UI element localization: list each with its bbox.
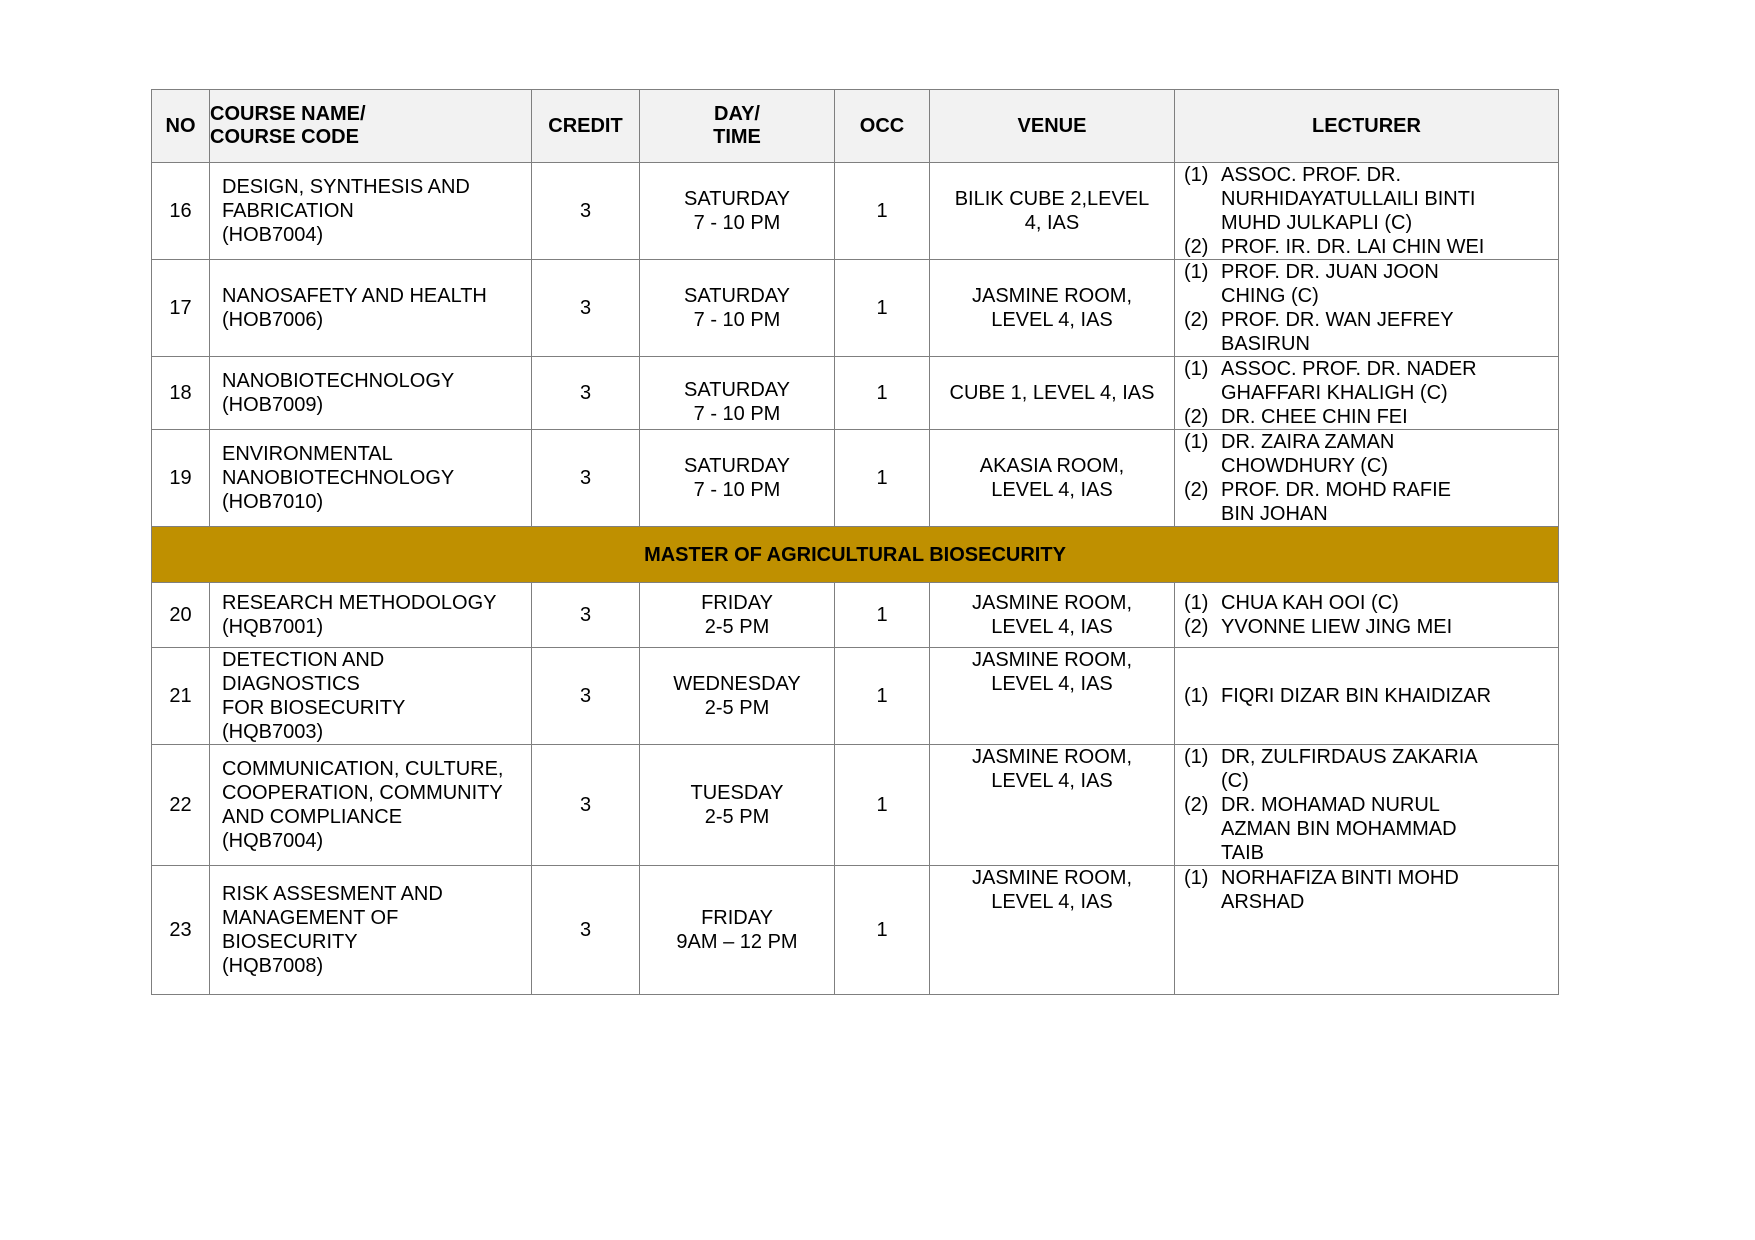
- occ-cell: 1: [835, 745, 930, 866]
- header-course-line2: COURSE CODE: [210, 126, 359, 148]
- table-row: [152, 260, 1559, 357]
- lecturer-name-line: CHING (C): [1221, 285, 1319, 307]
- day-time-cell: [640, 745, 835, 866]
- row-number: 21: [152, 648, 210, 745]
- venue-line: LEVEL 4, IAS: [991, 479, 1113, 501]
- lecturer-number: (1): [1184, 261, 1209, 283]
- lecturer-number: (2): [1184, 479, 1209, 501]
- day-time-line: 2-5 PM: [704, 806, 770, 828]
- course-line: RESEARCH METHODOLOGY: [222, 592, 497, 614]
- course-line: COMMUNICATION, CULTURE,: [222, 758, 504, 780]
- lecturer-name-line: AZMAN BIN MOHAMMAD: [1221, 818, 1457, 840]
- course-line: FABRICATION: [222, 200, 354, 222]
- day-time-line: FRIDAY: [701, 907, 773, 929]
- credit-cell: 3: [532, 163, 640, 260]
- day-time-cell: [640, 260, 835, 357]
- lecturer-cell: [1175, 866, 1559, 995]
- day-time-line: 7 - 10 PM: [693, 479, 781, 501]
- venue-cell: [930, 163, 1175, 260]
- row-number: 23: [152, 866, 210, 995]
- header-course-line1: COURSE NAME/: [210, 103, 366, 125]
- venue-cell: [930, 745, 1175, 866]
- venue-line: JASMINE ROOM,: [971, 285, 1132, 307]
- credit-cell: 3: [532, 745, 640, 866]
- venue-cell: [930, 260, 1175, 357]
- course-name-cell: [210, 648, 532, 745]
- row-number: 18: [152, 357, 210, 430]
- lecturer-name-line: ASSOC. PROF. DR.: [1221, 164, 1402, 186]
- course-line: FOR BIOSECURITY: [222, 697, 406, 719]
- day-time-line: SATURDAY: [684, 379, 790, 401]
- lecturer-name-line: FIQRI DIZAR BIN KHAIDIZAR: [1221, 685, 1492, 707]
- occ-cell: 1: [835, 357, 930, 430]
- credit-cell: 3: [532, 648, 640, 745]
- course-line: NANOBIOTECHNOLOGY: [222, 370, 455, 392]
- course-name-cell: [210, 163, 532, 260]
- header-occ: OCC: [835, 90, 930, 163]
- course-line: COOPERATION, COMMUNITY: [222, 782, 503, 804]
- day-time-line: SATURDAY: [684, 285, 790, 307]
- venue-line: LEVEL 4, IAS: [991, 891, 1113, 913]
- venue-line: BILIK CUBE 2,LEVEL: [954, 188, 1150, 210]
- credit-cell: 3: [532, 430, 640, 527]
- course-line: (HQB7004): [222, 830, 324, 852]
- day-time-cell: [640, 866, 835, 995]
- course-line: NANOBIOTECHNOLOGY: [222, 467, 455, 489]
- day-time-cell: [640, 648, 835, 745]
- lecturer-cell: [1175, 260, 1559, 357]
- lecturer-cell: [1175, 163, 1559, 260]
- day-time-line: 2-5 PM: [704, 616, 770, 638]
- course-line: (HOB7006): [222, 309, 324, 331]
- lecturer-item: [1184, 866, 1554, 914]
- lecturer-item: [1184, 745, 1554, 793]
- lecturer-item: [1184, 478, 1554, 526]
- lecturer-name-line: NORHAFIZA BINTI MOHD: [1221, 867, 1459, 889]
- course-name-cell: [210, 866, 532, 995]
- course-line: (HQB7003): [222, 721, 324, 743]
- course-name-cell: [210, 260, 532, 357]
- course-name-cell: [210, 357, 532, 430]
- course-line: (HQB7008): [222, 955, 324, 977]
- course-line: (HQB7001): [222, 616, 324, 638]
- header-credit: CREDIT: [532, 90, 640, 163]
- header-venue: VENUE: [930, 90, 1175, 163]
- venue-line: LEVEL 4, IAS: [991, 673, 1113, 695]
- day-time-line: WEDNESDAY: [673, 673, 801, 695]
- lecturer-name-line: DR. MOHAMAD NURUL: [1221, 794, 1440, 816]
- course-name-cell: [210, 583, 532, 648]
- credit-cell: 3: [532, 866, 640, 995]
- day-time-line: FRIDAY: [701, 592, 773, 614]
- course-line: ENVIRONMENTAL: [222, 443, 393, 465]
- header-day-time: [640, 90, 835, 163]
- lecturer-number: (1): [1184, 746, 1209, 768]
- course-line: DIAGNOSTICS: [222, 673, 360, 695]
- row-number: 20: [152, 583, 210, 648]
- day-time-cell: [640, 430, 835, 527]
- lecturer-item: [1184, 793, 1554, 865]
- lecturer-number: (1): [1184, 358, 1209, 380]
- lecturer-item: [1184, 591, 1554, 615]
- lecturer-number: (2): [1184, 236, 1209, 258]
- day-time-cell: [640, 357, 835, 430]
- day-time-line: SATURDAY: [684, 455, 790, 477]
- lecturer-name-line: ASSOC. PROF. DR. NADER: [1221, 358, 1477, 380]
- lecturer-name-line: MUHD JULKAPLI (C): [1221, 212, 1413, 234]
- venue-line: LEVEL 4, IAS: [991, 770, 1113, 792]
- course-line: (HOB7004): [222, 224, 324, 246]
- lecturer-cell: [1175, 583, 1559, 648]
- lecturer-name-line: CHUA KAH OOI (C): [1221, 592, 1399, 614]
- course-line: BIOSECURITY: [222, 931, 358, 953]
- row-number: 19: [152, 430, 210, 527]
- table-header-row: [152, 90, 1559, 163]
- day-time-line: TUESDAY: [690, 782, 784, 804]
- row-number: 17: [152, 260, 210, 357]
- venue-cell: [930, 866, 1175, 995]
- table-body-biosecurity: [152, 583, 1559, 995]
- venue-line: JASMINE ROOM,: [971, 867, 1132, 889]
- venue-cell: [930, 583, 1175, 648]
- lecturer-number: (2): [1184, 309, 1209, 331]
- credit-cell: 3: [532, 357, 640, 430]
- header-lecturer: LECTURER: [1175, 90, 1559, 163]
- lecturer-name-line: ARSHAD: [1221, 891, 1305, 913]
- lecturer-name-line: GHAFFARI KHALIGH (C): [1221, 382, 1448, 404]
- occ-cell: 1: [835, 866, 930, 995]
- course-line: NANOSAFETY AND HEALTH: [222, 285, 487, 307]
- venue-line: 4, IAS: [1024, 212, 1080, 234]
- table-body-nanotech: [152, 163, 1559, 527]
- day-time-line: 2-5 PM: [704, 697, 770, 719]
- day-time-cell: [640, 583, 835, 648]
- venue-line: JASMINE ROOM,: [971, 746, 1132, 768]
- table-row: [152, 357, 1559, 430]
- lecturer-number: (2): [1184, 794, 1209, 816]
- lecturer-number: (1): [1184, 867, 1209, 889]
- section-row-group: [152, 527, 1559, 583]
- lecturer-name-line: DR. CHEE CHIN FEI: [1221, 406, 1408, 428]
- lecturer-item: [1184, 357, 1554, 405]
- day-time-line: 7 - 10 PM: [693, 403, 781, 425]
- course-line: MANAGEMENT OF: [222, 907, 399, 929]
- lecturer-number: (1): [1184, 685, 1209, 707]
- table-row: [152, 866, 1559, 995]
- venue-line: LEVEL 4, IAS: [991, 616, 1113, 638]
- lecturer-name-line: TAIB: [1221, 842, 1264, 864]
- lecturer-number: (2): [1184, 406, 1209, 428]
- lecturer-item: [1184, 163, 1554, 235]
- lecturer-name-line: PROF. DR. MOHD RAFIE: [1221, 479, 1452, 501]
- lecturer-cell: [1175, 357, 1559, 430]
- table-row: [152, 430, 1559, 527]
- lecturer-name-line: BIN JOHAN: [1221, 503, 1328, 525]
- course-name-cell: [210, 745, 532, 866]
- lecturer-name-line: PROF. DR. JUAN JOON: [1221, 261, 1439, 283]
- table-row: [152, 648, 1559, 745]
- venue-cell: [930, 357, 1175, 430]
- lecturer-number: (1): [1184, 592, 1209, 614]
- table-row: [152, 163, 1559, 260]
- header-day-line1: DAY/: [714, 103, 760, 125]
- venue-line: AKASIA ROOM,: [979, 455, 1125, 477]
- lecturer-item: [1184, 308, 1554, 356]
- lecturer-name-line: NURHIDAYATULLAILI BINTI: [1221, 188, 1476, 210]
- section-row: [152, 527, 1559, 583]
- lecturer-number: (2): [1184, 616, 1209, 638]
- course-line: (HOB7009): [222, 394, 324, 416]
- lecturer-name-line: BASIRUN: [1221, 333, 1310, 355]
- course-line: AND COMPLIANCE: [222, 806, 403, 828]
- header-no: NO: [152, 90, 210, 163]
- section-title: MASTER OF AGRICULTURAL BIOSECURITY: [152, 527, 1559, 583]
- course-schedule-table: [151, 89, 1559, 995]
- course-name-cell: [210, 430, 532, 527]
- lecturer-name-line: YVONNE LIEW JING MEI: [1221, 616, 1453, 638]
- lecturer-cell: [1175, 745, 1559, 866]
- header-day-line2: TIME: [713, 126, 761, 148]
- lecturer-name-line: CHOWDHURY (C): [1221, 455, 1389, 477]
- venue-line: JASMINE ROOM,: [971, 592, 1132, 614]
- row-number: 22: [152, 745, 210, 866]
- lecturer-name-line: PROF. IR. DR. LAI CHIN WEI: [1221, 236, 1485, 258]
- course-line: DETECTION AND: [222, 649, 385, 671]
- venue-cell: [930, 430, 1175, 527]
- lecturer-item: [1184, 260, 1554, 308]
- lecturer-item: [1184, 615, 1554, 639]
- occ-cell: 1: [835, 260, 930, 357]
- day-time-line: 7 - 10 PM: [693, 309, 781, 331]
- venue-cell: [930, 648, 1175, 745]
- occ-cell: 1: [835, 430, 930, 527]
- day-time-line: 9AM – 12 PM: [676, 931, 798, 953]
- table-row: [152, 583, 1559, 648]
- lecturer-name-line: DR, ZULFIRDAUS ZAKARIA: [1221, 746, 1478, 768]
- lecturer-item: [1184, 430, 1554, 478]
- course-line: DESIGN, SYNTHESIS AND: [222, 176, 470, 198]
- occ-cell: 1: [835, 163, 930, 260]
- venue-line: JASMINE ROOM,: [971, 649, 1132, 671]
- course-line: RISK ASSESMENT AND: [222, 883, 443, 905]
- venue-line: LEVEL 4, IAS: [991, 309, 1113, 331]
- row-number: 16: [152, 163, 210, 260]
- lecturer-name-line: (C): [1221, 770, 1249, 792]
- day-time-cell: [640, 163, 835, 260]
- day-time-line: SATURDAY: [684, 188, 790, 210]
- lecturer-cell: [1175, 430, 1559, 527]
- venue-line: CUBE 1, LEVEL 4, IAS: [949, 382, 1155, 404]
- lecturer-cell: [1175, 648, 1559, 745]
- lecturer-item: [1184, 235, 1554, 259]
- lecturer-name-line: PROF. DR. WAN JEFREY: [1221, 309, 1454, 331]
- course-line: (HOB7010): [222, 491, 324, 513]
- lecturer-name-line: DR. ZAIRA ZAMAN: [1221, 431, 1395, 453]
- lecturer-item: [1184, 405, 1554, 429]
- occ-cell: 1: [835, 648, 930, 745]
- header-course: [210, 90, 532, 163]
- lecturer-number: (1): [1184, 431, 1209, 453]
- credit-cell: 3: [532, 260, 640, 357]
- lecturer-number: (1): [1184, 164, 1209, 186]
- occ-cell: 1: [835, 583, 930, 648]
- credit-cell: 3: [532, 583, 640, 648]
- day-time-line: 7 - 10 PM: [693, 212, 781, 234]
- lecturer-item: [1184, 684, 1554, 708]
- table-row: [152, 745, 1559, 866]
